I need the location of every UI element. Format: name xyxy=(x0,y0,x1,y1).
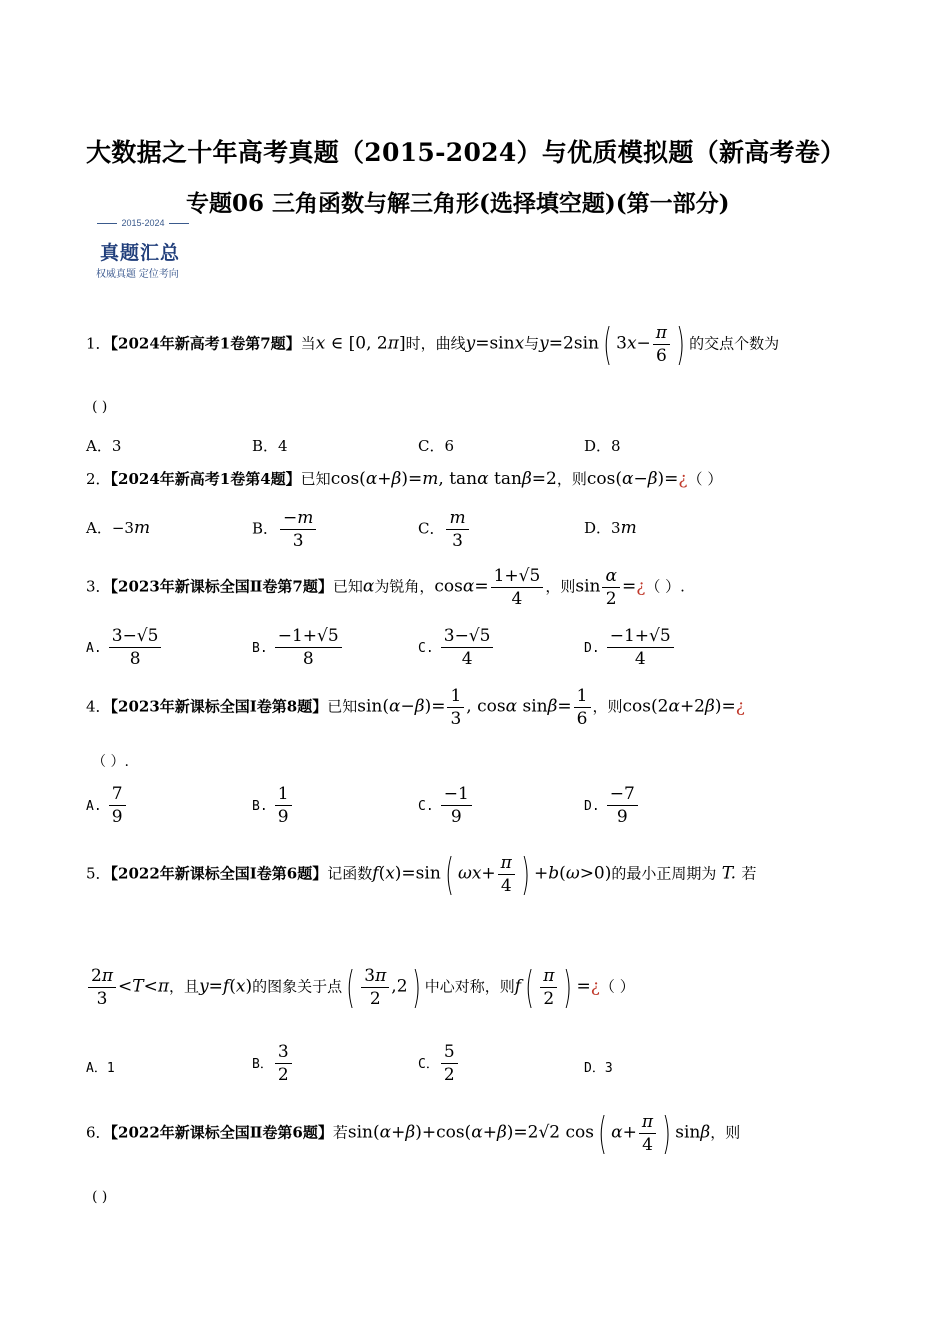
question-number: 2． xyxy=(86,470,111,488)
question-text: ，则 xyxy=(545,577,576,596)
option-label: A. xyxy=(86,799,102,814)
option-c: C. $\frac{-1}{9}$ xyxy=(418,783,474,828)
question-text: 中心对称，则 xyxy=(424,977,515,996)
question-text: 若 xyxy=(741,864,757,883)
question-5: 5．【2022年新课标全国Ⅰ卷第6题】记函数f(x)=sin( ωx+ $\frac{\pi}{4}$ ) +b(ω>0)的最小正周期为 T. 若 xyxy=(86,848,757,900)
banner-years: 2015-2024 xyxy=(88,218,198,228)
question-2: 2．【2024年新高考1卷第4题】已知cos(α+β)=m, tanα tanβ=2，则cos(α−β)=¿（ ） xyxy=(86,469,723,489)
option-label: C． xyxy=(418,519,445,538)
option-b: B． $\frac{-m}{3}$ xyxy=(252,507,318,552)
option-label: C. xyxy=(418,641,434,656)
question-source: 【2024年新高考1卷第7题】 xyxy=(110,334,301,353)
question-number: 1． xyxy=(86,334,111,353)
page-title: 大数据之十年高考真题（2015-2024）与优质模拟题（新高考卷） xyxy=(86,138,846,167)
question-text: 的图象关于点 xyxy=(252,977,343,996)
answer-blank: ( ) xyxy=(92,399,108,415)
option-d: D．8 xyxy=(584,437,621,455)
question-5-cont: $\frac{2\pi}{3}$ <T<π，且y=f(x)的图象关于点( $\frac{3\pi}{2}$ ,2) 中心对称，则f( $\frac{\pi}{2}$ ) =¿（ ） xyxy=(86,965,635,1010)
question-text: 已知 xyxy=(300,470,331,488)
answer-blank: （ ） xyxy=(687,470,723,488)
option-label: C. xyxy=(418,799,434,814)
option-a: A．−3m xyxy=(86,518,151,538)
option-a: A. $\frac{7}{9}$ xyxy=(86,783,128,828)
option-b: B． $\frac{3}{2}$ xyxy=(252,1041,294,1086)
question-text: 已知 xyxy=(332,577,363,596)
option-label: C． xyxy=(418,1057,439,1072)
question-text: ，则 xyxy=(592,697,623,716)
question-text: 为锐角， xyxy=(374,577,435,596)
option-label: B. xyxy=(252,799,268,814)
question-text: 若 xyxy=(332,1123,348,1142)
option-a: A．1 xyxy=(86,1061,115,1076)
option-c: C．6 xyxy=(418,437,455,455)
banner-logo xyxy=(88,218,206,282)
answer-blank: （ ）. xyxy=(645,577,685,596)
question-number: 4． xyxy=(86,697,111,716)
option-b: B. $\frac{-1+√5}{8}$ xyxy=(252,625,344,670)
question-source: 【2023年新课标全国Ⅰ卷第8题】 xyxy=(110,697,328,716)
option-label: D．3 xyxy=(584,519,621,537)
question-source: 【2023年新课标全国Ⅱ卷第7题】 xyxy=(110,577,333,596)
option-d: D．3m xyxy=(584,518,637,538)
option-c: C． $\frac{m}{3}$ xyxy=(418,507,471,552)
page-subtitle: 专题06 三角函数与解三角形(选择填空题)(第一部分) xyxy=(186,190,730,217)
question-text: 时，曲线 xyxy=(405,334,466,353)
banner-heading: 真题汇总 xyxy=(100,242,181,264)
option-label: B． xyxy=(252,1057,273,1072)
answer-blank: ( ) xyxy=(92,1189,108,1205)
question-number: 3． xyxy=(86,577,111,596)
question-source: 【2022年新课标全国Ⅱ卷第6题】 xyxy=(110,1123,333,1142)
option-label: A. xyxy=(86,641,102,656)
question-text: ，则 xyxy=(556,470,587,488)
option-d: D．3 xyxy=(584,1061,613,1076)
question-source: 【2024年新高考1卷第4题】 xyxy=(110,470,301,488)
question-text: ，则 xyxy=(710,1123,741,1142)
question-text: 当 xyxy=(300,334,316,353)
option-label: B. xyxy=(252,641,268,656)
option-label: A．−3 xyxy=(86,519,134,537)
answer-blank: （ ） xyxy=(599,977,635,996)
question-source: 【2022年新课标全国Ⅰ卷第6题】 xyxy=(110,864,328,883)
option-b: B. $\frac{1}{9}$ xyxy=(252,783,294,828)
question-text: 记函数 xyxy=(327,864,373,883)
question-text: 与 xyxy=(524,334,540,353)
answer-blank: （ ）. xyxy=(92,754,129,770)
option-b: B．4 xyxy=(252,437,288,455)
banner-tagline: 权威真题 定位考向 xyxy=(96,269,179,280)
question-3: 3．【2023年新课标全国Ⅱ卷第7题】已知α为锐角，cosα= $\frac{1+√5}{4}$ ，则sin $\frac{\alpha}{2}$ =¿（ ）. xyxy=(86,566,685,609)
question-number: 6． xyxy=(86,1123,111,1142)
question-text: 的交点个数为 xyxy=(689,334,780,353)
question-text: 已知 xyxy=(327,697,358,716)
question-number: 5． xyxy=(86,864,111,883)
question-6: 6．【2022年新课标全国Ⅱ卷第6题】若sin(α+β)+cos(α+β)=2√2 cos( α+ $\frac{\pi}{4}$ ) sinβ，则 xyxy=(86,1107,741,1159)
option-a: A. $\frac{3-√5}{8}$ xyxy=(86,625,163,670)
question-text: ，且 xyxy=(169,977,200,996)
option-label: B． xyxy=(252,519,279,538)
question-1: 1．【2024年新高考1卷第7题】当x ∈ [0, 2π]时，曲线y=sinx与y=2sin( 3x− $\frac{\pi}{6}$ ) 的交点个数为 xyxy=(86,318,780,370)
question-4: 4．【2023年新课标全国Ⅰ卷第8题】已知sin(α−β)= $\frac{1}{3}$ , cosα sinβ= $\frac{1}{6}$ ，则cos(2α+2β)=¿ xyxy=(86,686,745,729)
option-d: D. $\frac{-7}{9}$ xyxy=(584,783,640,828)
option-a: A．3 xyxy=(86,437,122,455)
option-c: C． $\frac{5}{2}$ xyxy=(418,1041,460,1086)
question-text: 的最小正周期为 xyxy=(611,864,717,883)
option-c: C. $\frac{3-√5}{4}$ xyxy=(418,625,495,670)
option-label: D. xyxy=(584,641,600,656)
option-label: D. xyxy=(584,799,600,814)
option-d: D. $\frac{-1+√5}{4}$ xyxy=(584,625,676,670)
